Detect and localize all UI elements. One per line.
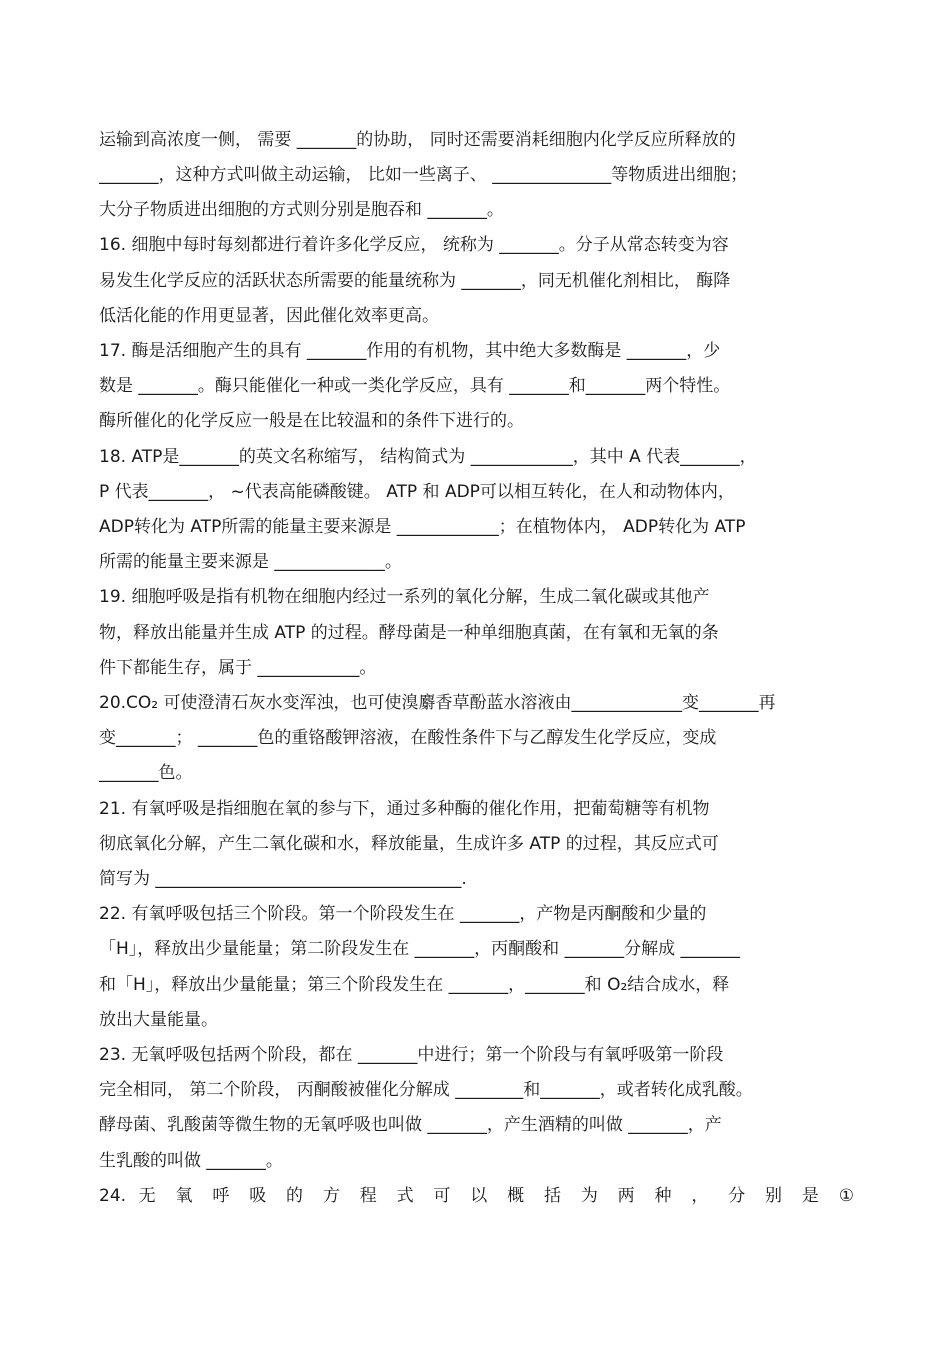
text-line: 21. 有氧呼吸是指细胞在氧的参与下，通过多种酶的催化作用，把葡萄糖等有机物 <box>99 799 710 819</box>
text-line: 放出大量能量。 <box>99 1010 218 1030</box>
text-line: ADP转化为 ATP所需的能量主要来源是 ____________；在植物体内， ADP转化为 ATP <box>99 517 746 537</box>
text-line: 物，释放出能量并生成 ATP 的过程。酵母菌是一种单细胞真菌，在有氧和无氧的条 <box>99 623 719 643</box>
text-line: 完全相同， 第二个阶段， 丙酮酸被催化分解成 ________和_______，或者转化成乳酸。 <box>99 1080 753 1100</box>
text-line: 酵母菌、乳酸菌等微生物的无氧呼吸也叫做 _______，产生酒精的叫做 _______，产 <box>99 1115 722 1135</box>
text-line: 16. 细胞中每时每刻都进行着许多化学反应， 统称为 _______。分子从常态转变为容 <box>99 235 729 255</box>
text-line: 生乳酸的叫做 _______。 <box>99 1151 283 1171</box>
text-line: 彻底氧化分解，产生二氧化碳和水，释放能量，生成许多 ATP 的过程，其反应式可 <box>99 834 719 854</box>
text-line: 酶所催化的化学反应一般是在比较温和的条件下进行的。 <box>99 411 524 431</box>
text-line: P 代表_______， ~代表高能磷酸键。 ATP 和 ADP可以相互转化，在人和动物体内， <box>99 482 735 502</box>
text-line: 低活化能的作用更显著，因此催化效率更高。 <box>99 306 439 326</box>
text-line: 件下都能生存，属于 ____________。 <box>99 658 377 678</box>
text-line: 数是 _______。酶只能催化一种或一类化学反应，具有 _______和_______两个特性。 <box>99 376 731 396</box>
text-line: 和「H」，释放出少量能量；第三个阶段发生在 _______，_______和 O₂结合成水，释 <box>99 975 730 995</box>
text-line: 20.CO₂ 可使澄清石灰水变浑浊，也可使溴麝香草酚蓝水溶液由_____________变_______再 <box>99 693 776 713</box>
text-line: 变_______； _______色的重铬酸钾溶液，在酸性条件下与乙醇发生化学反应，变成 <box>99 728 717 748</box>
text-line: 24. 无 氧 呼 吸 的 方 程 式 可 以 概 括 为 两 种 ， 分 别 是 ① <box>99 1186 854 1206</box>
text-line: 19. 细胞呼吸是指有机物在细胞内经过一系列的氧化分解，生成二氧化碳或其他产 <box>99 587 710 607</box>
text-line: 18. ATP是_______的英文名称缩写， 结构简式为 ____________，其中 A 代表_______， <box>99 447 757 467</box>
text-line: 「H」，释放出少量能量；第二阶段发生在 _______，丙酮酸和 _______分解成 _______ <box>99 939 740 959</box>
text-line: 所需的能量主要来源是 _____________。 <box>99 552 402 572</box>
text-line: 易发生化学反应的活跃状态所需要的能量统称为 _______，同无机催化剂相比， 酶降 <box>99 271 731 291</box>
text-line: 简写为 ____________________________________. <box>99 869 467 889</box>
text-line: 大分子物质进出细胞的方式则分别是胞吞和 _______。 <box>99 200 504 220</box>
text-line: _______色。 <box>99 763 193 783</box>
text-line: 23. 无氧呼吸包括两个阶段，都在 _______中进行；第一个阶段与有氧呼吸第一阶段 <box>99 1045 724 1065</box>
text-line: 22. 有氧呼吸包括三个阶段。第一个阶段发生在 _______，产物是丙酮酸和少量的 <box>99 904 707 924</box>
text-line: 17. 酶是活细胞产生的具有 _______作用的有机物，其中绝大多数酶是 _______，少 <box>99 341 721 361</box>
text-line: 运输到高浓度一侧， 需要 _______的协助， 同时还需要消耗细胞内化学反应所释放的 <box>99 130 736 150</box>
text-line: _______，这种方式叫做主动运输， 比如一些离子、 ______________等物质进出细胞； <box>99 165 748 185</box>
